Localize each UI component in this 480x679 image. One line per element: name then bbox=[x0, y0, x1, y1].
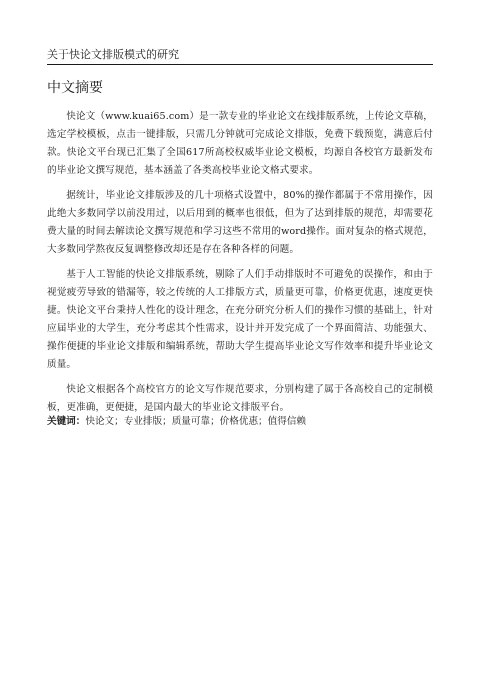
abstract-paragraph-2: 据统计，毕业论文排版涉及的几十项格式设置中，80%的操作都属于不常用操作，因此绝大多数同学以前没用过，以后用到的概率也很低，但为了达到排版的规范，却需要花费大量的时间去解读论文撰写规范和学习这些不常用的word操作。面对复杂的格式规范，大多数同学熬夜反复调整修改却还是存在各种各样的问题。 bbox=[47, 190, 433, 255]
abstract-paragraph-3: 基于人工智能的快论文排版系统，剔除了人们手动排版时不可避免的误操作，和由于视觉疲劳导致的错漏等，较之传统的人工排版方式，质量更可靠，价格更优惠，速度更快捷。快论文平台秉持人性化的设计理念，在充分研究分析人们的操作习惯的基础上，针对应届毕业的大学生，充分考虑其个性需求，设计并开发完成了一个界面简洁、功能强大、操作便捷的毕业论文排版和编辑系统，帮助大学生提高毕业论文写作效率和提升毕业论文质量。 bbox=[47, 269, 433, 370]
running-header: 关于快论文排版模式的研究 bbox=[47, 48, 433, 65]
abstract-body bbox=[47, 108, 433, 424]
keywords-line bbox=[47, 414, 433, 430]
abstract-title: 中文摘要 bbox=[47, 80, 103, 96]
keywords-text: 快论文；专业排版；质量可靠；价格优惠；值得信赖 bbox=[85, 416, 307, 427]
abstract-paragraph-4: 快论文根据各个高校官方的论文写作规范要求，分别构建了属于各高校自己的定制模板，更准确，更便捷，是国内最大的毕业论文排版平台。 bbox=[47, 384, 433, 413]
keywords-label: 关键词： bbox=[47, 416, 86, 427]
abstract-paragraph-1: 快论文（www.kuai65.com）是一款专业的毕业论文在线排版系统，上传论文草稿，选定学校模板，点击一键排版，只需几分钟就可完成论文排版，免费下载预览，满意后付款。快论文平台现已汇集了全国617所高校权威毕业论文模板，均源自各校官方最新发布的毕业论文撰写规范，基本涵盖了各类高校毕业论文格式要求。 bbox=[47, 111, 433, 176]
